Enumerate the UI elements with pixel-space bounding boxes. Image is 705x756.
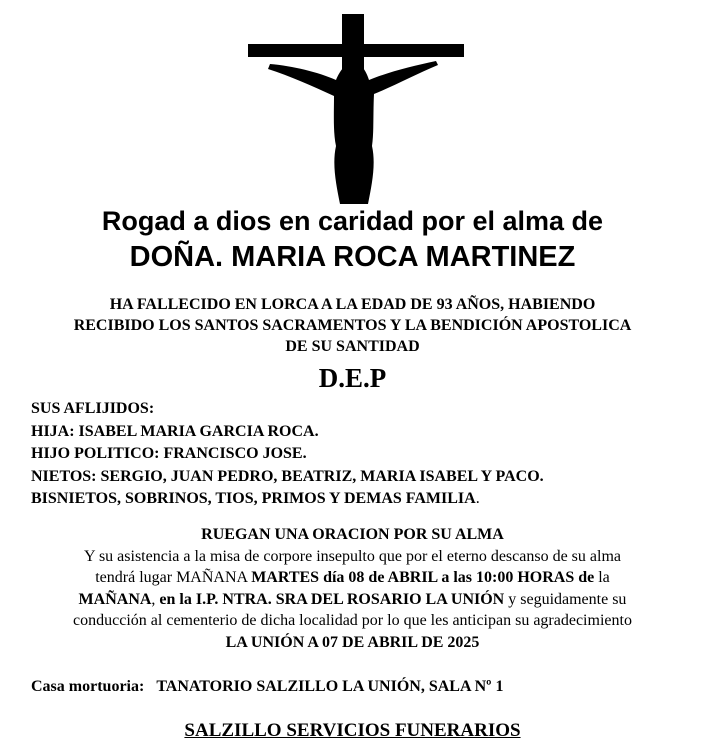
dep-title: D.E.P [318, 363, 387, 393]
mass-details [0, 546, 705, 653]
family-others [31, 488, 544, 511]
mass-text: , [151, 590, 160, 608]
deceased-name: DOÑA. MARIA ROCA MARTINEZ [129, 241, 576, 273]
family-list [31, 398, 544, 511]
mass-text: tendrá lugar MAÑANA [95, 569, 252, 587]
prayer-request: RUEGAN UNA ORACION POR SU ALMA [201, 526, 504, 543]
mass-text: la [594, 569, 610, 587]
funeral-home-line [31, 676, 503, 698]
funeral-home-label: Casa mortuoria: [31, 678, 145, 695]
funeral-company-name: SALZILLO SERVICIOS FUNERARIOS [184, 720, 521, 741]
mass-line [0, 589, 705, 610]
funeral-company [0, 718, 705, 744]
family-others-period: . [475, 490, 480, 507]
mass-line: Y su asistencia a la misa de corpore insepulto que por el eterno descanso de su alma [83, 548, 621, 565]
mass-date-time: MARTES día 08 de ABRIL a las 10:00 HORAS de [251, 569, 595, 587]
family-title: SUS AFLIJIDOS: [31, 400, 155, 417]
place-date-line: LA UNIÓN A 07 DE ABRIL DE 2025 [225, 633, 480, 651]
crucifix-icon [248, 14, 464, 204]
family-grandchildren: NIETOS: SERGIO, JUAN PEDRO, BEATRIZ, MARIA ISABEL Y PACO. [31, 467, 544, 485]
mass-text: y seguidamente su [504, 590, 627, 608]
family-daughter: HIJA: ISABEL MARIA GARCIA ROCA. [31, 422, 319, 440]
death-announcement [20, 294, 685, 357]
funeral-home-value: TANATORIO SALZILLO LA UNIÓN, SALA Nº 1 [156, 678, 504, 695]
mass-location: en la I.P. NTRA. SRA DEL ROSARIO LA UNIÓN [159, 590, 505, 608]
prayer-heading: Rogad a dios en caridad por el alma de [101, 206, 604, 236]
mass-line [0, 567, 705, 588]
mass-line: conducción al cementerio de dicha localidad por lo que les anticipan su agradecimiento [73, 612, 632, 630]
mass-text: MAÑANA [78, 590, 152, 608]
announcement-line: HA FALLECIDO EN LORCA A LA EDAD DE 93 AÑOS, HABIENDO [109, 296, 596, 313]
announcement-line: DE SU SANTIDAD [285, 338, 420, 355]
family-son-in-law: HIJO POLITICO: FRANCISCO JOSE. [31, 445, 307, 462]
announcement-line: RECIBIDO LOS SANTOS SACRAMENTOS Y LA BENDICIÓN APOSTOLICA [73, 317, 632, 334]
family-others-text: BISNIETOS, SOBRINOS, TIOS, PRIMOS Y DEMAS FAMILIA [31, 490, 476, 507]
